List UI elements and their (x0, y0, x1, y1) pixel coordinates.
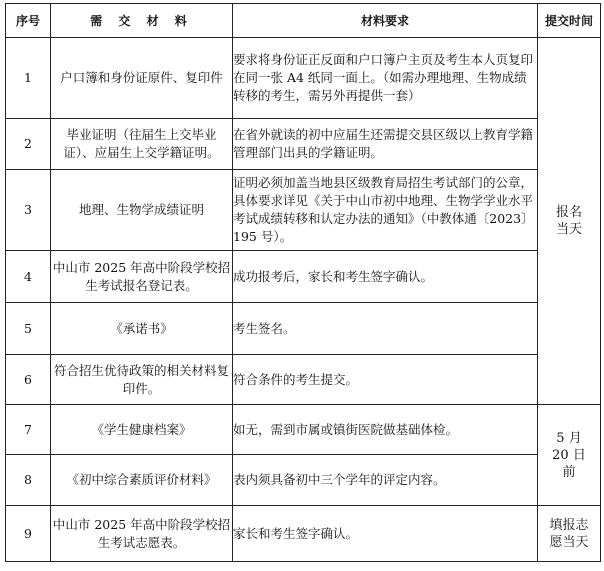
submit-time-text: 报名当天 (555, 205, 582, 237)
table-row (6, 170, 601, 251)
row-material: 《初中综合素质评价材料》 (51, 455, 233, 506)
row-number: 4 (6, 251, 51, 303)
table-row (6, 38, 601, 119)
row-number: 8 (6, 455, 51, 506)
row-number: 2 (6, 119, 51, 170)
submit-time-text: 填报志愿当天 (549, 517, 589, 550)
header-requirement: 材料要求 (233, 4, 538, 38)
row-requirement: 如无，需到市属或镇街医院做基础体检。 (233, 405, 538, 455)
row-requirement: 符合条件的考生提交。 (233, 355, 538, 405)
table-row (6, 455, 601, 506)
row-number: 7 (6, 405, 51, 455)
row-material: 符合招生优待政策的相关材料复印件。 (51, 355, 233, 405)
row-material: 毕业证明（往届生上交毕业证）、应届生上交学籍证明。 (51, 119, 233, 170)
row-material: 中山市 2025 年高中阶段学校招生考试志愿表。 (51, 506, 233, 562)
row-requirement: 考生签名。 (233, 303, 538, 355)
row-number: 6 (6, 355, 51, 405)
row-requirement: 表内须具备初中三个学年的评定内容。 (233, 455, 538, 506)
table-row (6, 405, 601, 455)
table-row (6, 251, 601, 303)
row-requirement: 要求将身份证正反面和户口簿户主页及考生本人页复印在同一张 A4 纸同一面上。（如需办理地理、生物成绩转移的考生，需另外再提供一套） (233, 38, 538, 119)
row-number: 9 (6, 506, 51, 562)
row-requirement: 成功报考后，家长和考生签字确认。 (233, 251, 538, 303)
row-requirement: 证明必须加盖当地县区级教育局招生考试部门的公章，具体要求详见《关于中山市初中地理、生物学学业水平考试成绩转移和认定办法的通知》（中教体通〔2023〕195 号）。 (233, 170, 538, 251)
table-header-row (6, 4, 601, 38)
row-requirement: 在省外就读的初中应届生还需提交县区级以上教育学籍管理部门出具的学籍证明。 (233, 119, 538, 170)
materials-table (5, 3, 601, 562)
table-row (6, 119, 601, 170)
header-seq: 序号 (6, 4, 51, 38)
submit-time-cell (538, 506, 601, 562)
row-number: 1 (6, 38, 51, 119)
header-material: 需 交 材 料 (51, 4, 233, 38)
row-material: 户口簿和身份证原件、复印件 (51, 38, 233, 119)
submit-time-text: 5 月 20 日前 (552, 430, 586, 480)
table-row (6, 303, 601, 355)
row-number: 5 (6, 303, 51, 355)
row-material: 《学生健康档案》 (51, 405, 233, 455)
row-material: 《承诺书》 (51, 303, 233, 355)
header-time: 提交时间 (538, 4, 601, 38)
row-material: 中山市 2025 年高中阶段学校招生考试报名登记表。 (51, 251, 233, 303)
submit-time-cell (538, 38, 601, 405)
row-number: 3 (6, 170, 51, 251)
submit-time-cell (538, 405, 601, 506)
row-requirement: 家长和考生签字确认。 (233, 506, 538, 562)
table-row (6, 506, 601, 562)
table-row (6, 355, 601, 405)
row-material: 地理、生物学成绩证明 (51, 170, 233, 251)
